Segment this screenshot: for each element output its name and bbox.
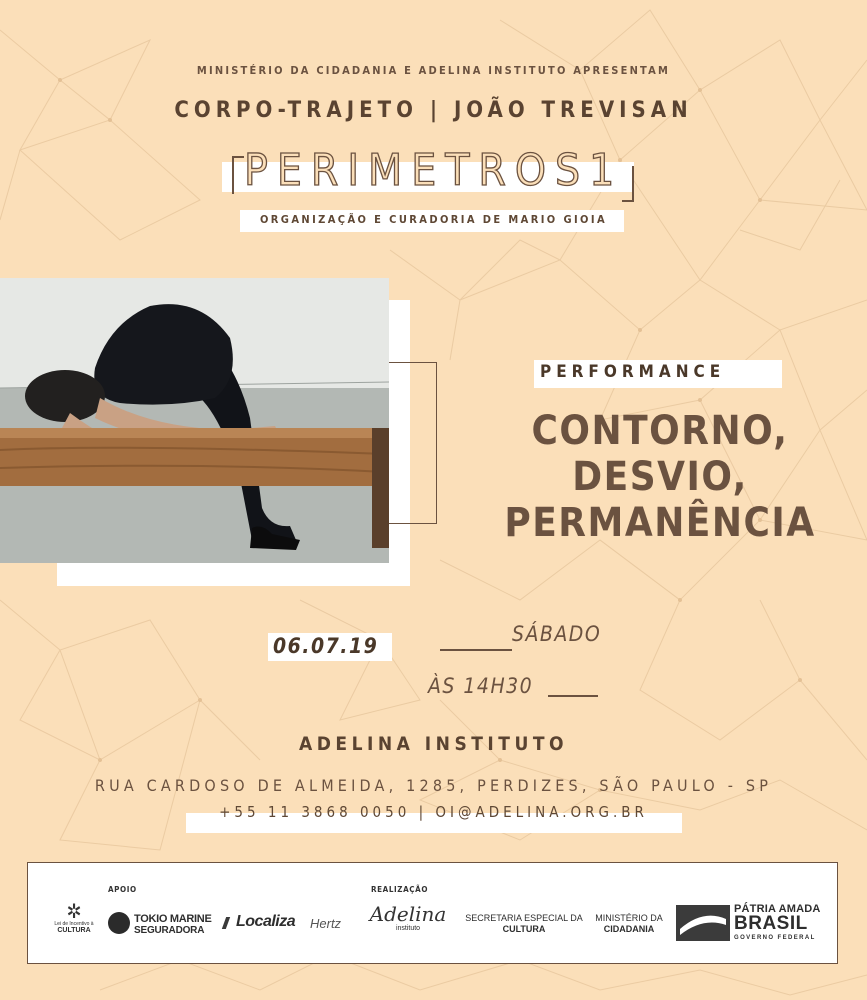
localiza-hertz-logo (224, 913, 354, 935)
series-frame-left (232, 156, 244, 194)
hertz-text: Hertz (310, 916, 342, 931)
realizacao-label: REALIZAÇÃO (371, 885, 429, 894)
patria-line2: BRASIL (734, 913, 808, 934)
secretaria-cultura-logo (460, 913, 588, 935)
project-title: CORPO-TRAJETO | JOÃO TREVISAN (174, 98, 693, 123)
patria-line3: GOVERNO FEDERAL (734, 935, 816, 941)
performance-photo (0, 278, 389, 563)
performance-label: PERFORMANCE (540, 362, 726, 382)
performance-title (440, 408, 867, 546)
patria-amada-brasil-logo (676, 903, 826, 945)
ministerio-cidadania-logo (594, 913, 664, 935)
tokio-line2: SEGURADORA (134, 925, 205, 936)
series-title: PERIMETROS1 (244, 145, 624, 196)
time-underline (548, 695, 598, 697)
secretaria-line1: SECRETARIA ESPECIAL DA (465, 913, 583, 923)
adelina-logo (368, 903, 448, 933)
tokio-marine-icon (108, 912, 130, 934)
patria-line1: PÁTRIA AMADA (734, 903, 821, 915)
ministerio-line2: CIDADANIA (603, 924, 655, 934)
series-title-block (218, 146, 642, 200)
venue-name: ADELINA INSTITUTO (298, 733, 569, 755)
brasil-flag-icon (676, 905, 730, 941)
adelina-sub: instituto (395, 925, 421, 932)
tokio-marine-logo (108, 911, 218, 939)
localiza-text: Localiza (236, 913, 296, 930)
curator-credit: ORGANIZAÇÃO E CURADORIA DE MARIO GIOIA (259, 213, 608, 226)
secretaria-line2: CULTURA (502, 924, 546, 934)
event-weekday: SÁBADO (512, 622, 602, 646)
performance-title-line2: PERMANÊNCIA (504, 500, 816, 546)
sponsor-box (27, 862, 838, 964)
lei-line1: Lei de Incentivo à (54, 921, 94, 927)
event-time: ÀS 14H30 (428, 674, 534, 698)
ministerio-line1: MINISTÉRIO DA (595, 913, 663, 923)
venue-address: RUA CARDOSO DE ALMEIDA, 1285, PERDIZES, SÃO PAULO - SP (94, 776, 773, 795)
lei-star-icon: ✲ (66, 899, 82, 923)
lei-line2: CULTURA (57, 927, 91, 934)
lei-incentivo-logo (48, 901, 100, 935)
presenters-line: MINISTÉRIO DA CIDADANIA E ADELINA INSTITUTO APRESENTAM (196, 64, 671, 77)
tokio-line1: TOKIO MARINE (134, 913, 212, 925)
weekday-underline (440, 649, 512, 651)
venue-contact: +55 11 3868 0050 | OI@ADELINA.ORG.BR (219, 803, 648, 821)
performance-title-line1: CONTORNO, DESVIO, (531, 408, 789, 500)
adelina-wordmark: Adelina (369, 902, 447, 926)
apoio-label: APOIO (108, 885, 137, 894)
event-date: 06.07.19 (273, 634, 379, 658)
